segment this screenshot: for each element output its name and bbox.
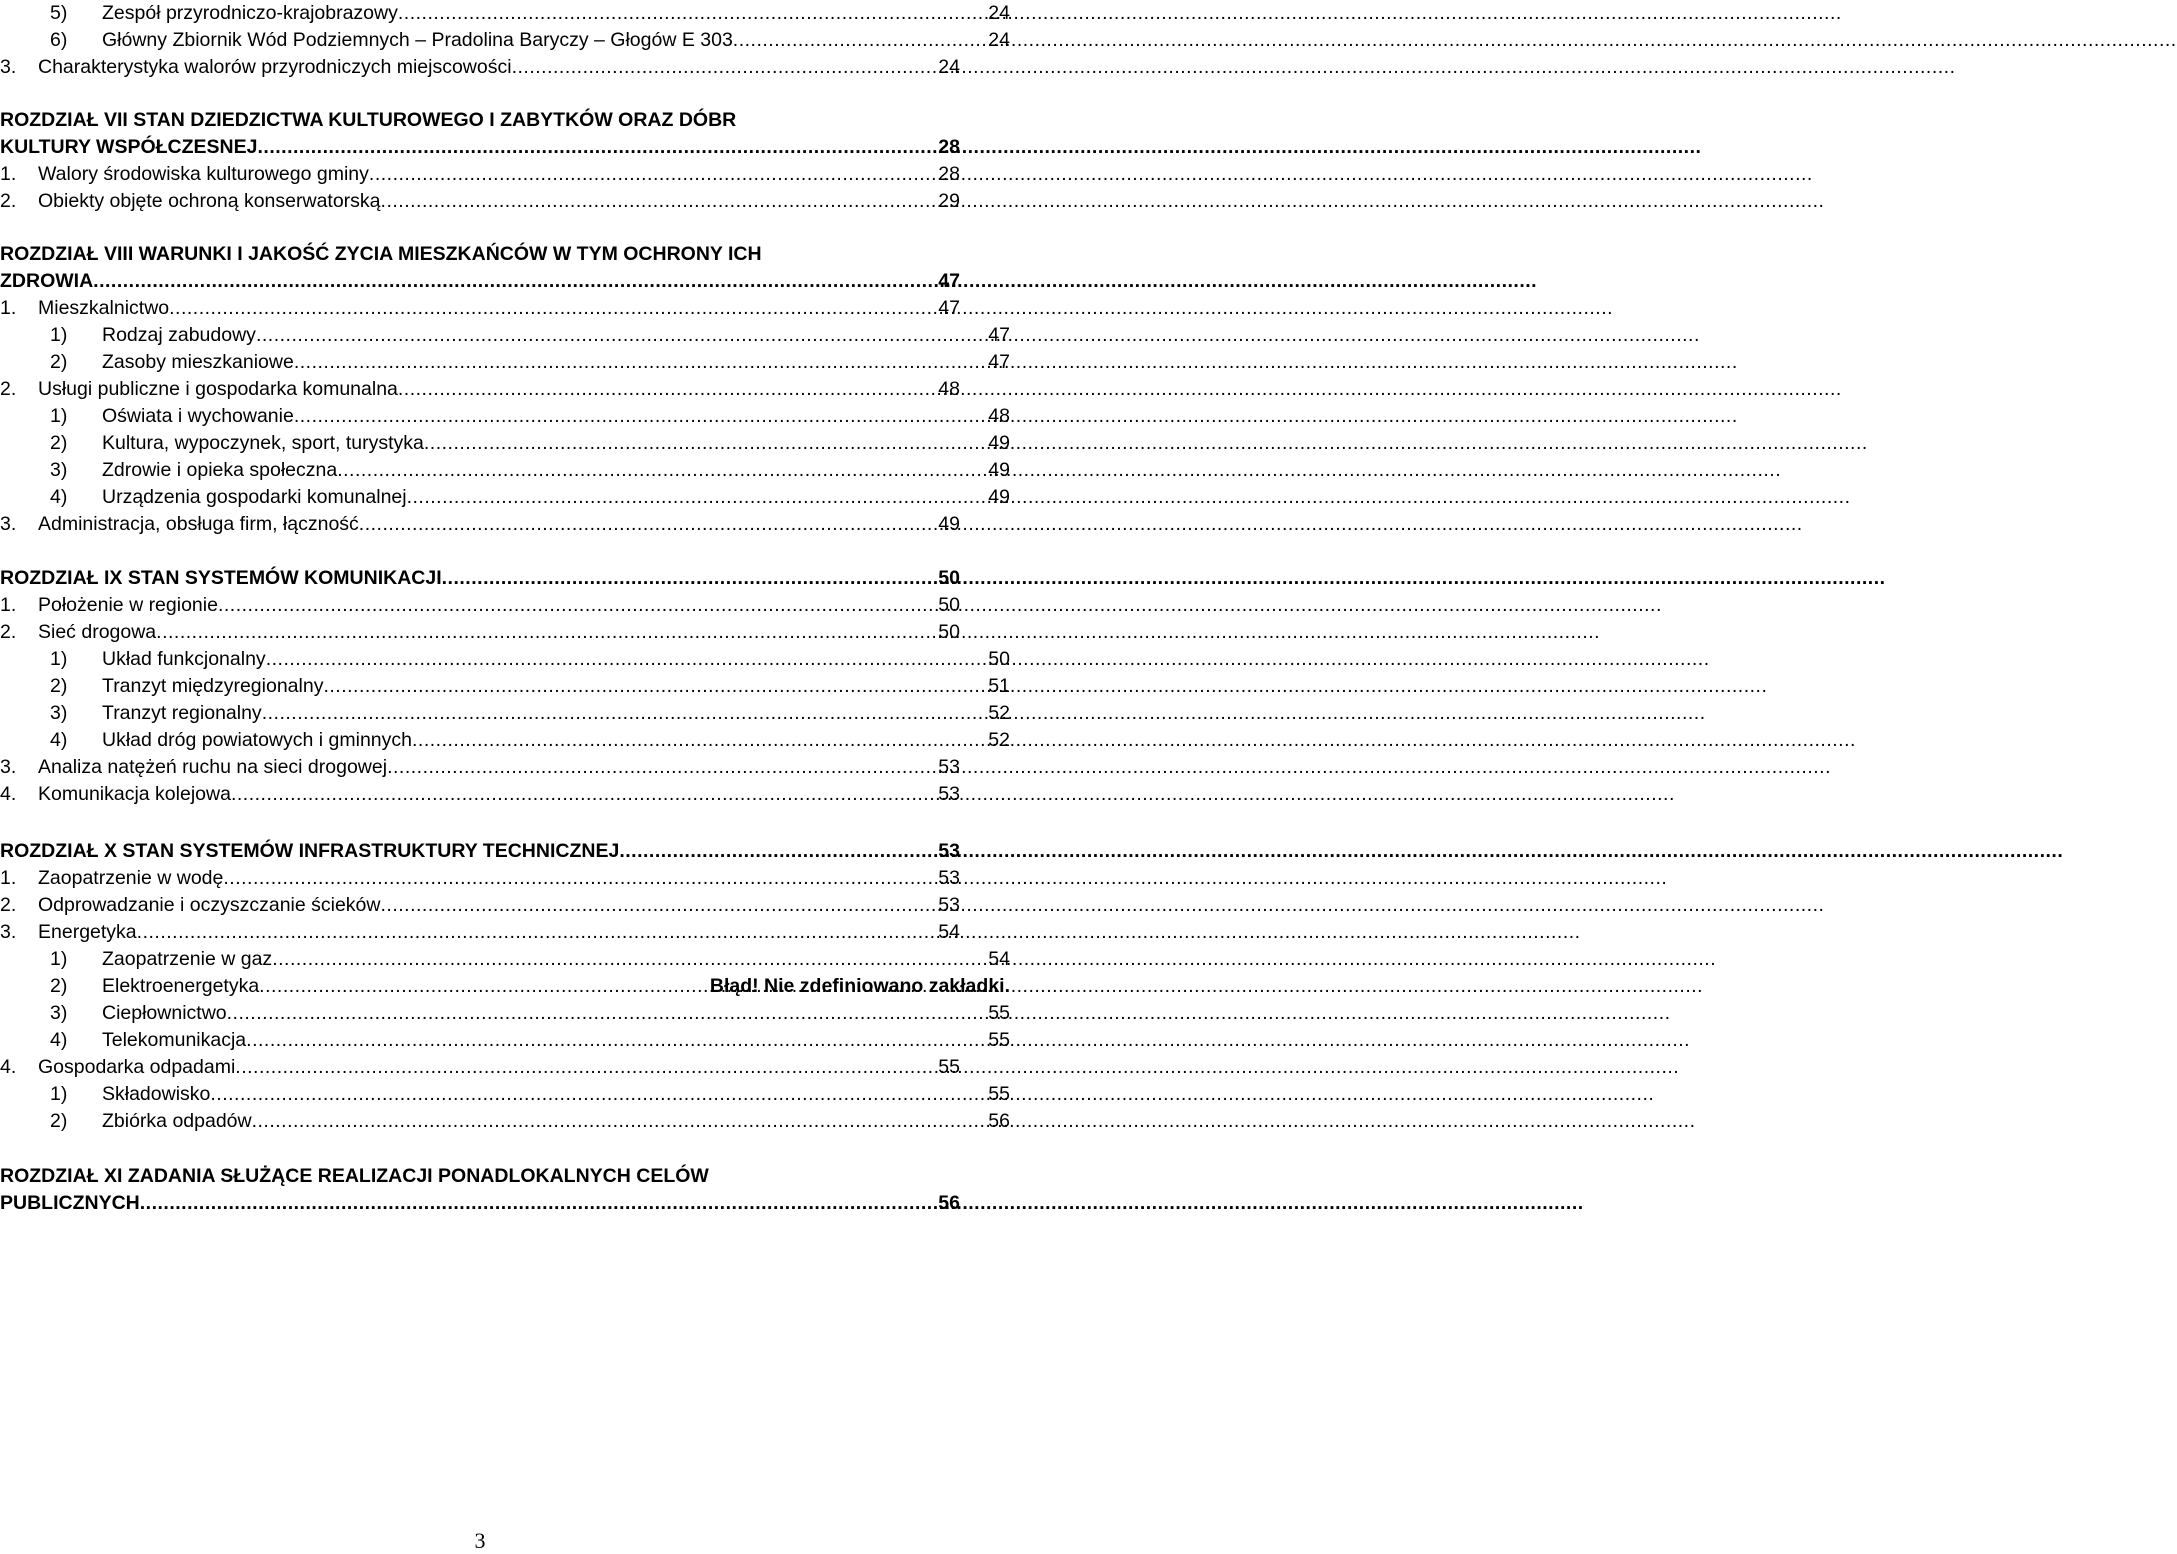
dot-leader [407,484,989,511]
toc-page-number: 53 [938,867,960,889]
toc-entry-label: Składowisko [102,1083,211,1105]
toc-entry[interactable] [0,457,1010,484]
toc-page-number: 56 [938,1192,960,1214]
toc-entry-label: Walory środowiska kulturowego gminy [38,163,369,185]
toc-entry-number: 2. [0,621,17,643]
toc-entry-number: 2) [50,675,68,697]
dot-leader [359,511,939,538]
toc-entry-number: 2) [50,432,68,454]
toc-entry[interactable] [0,295,960,322]
toc-page-number: 55 [938,1056,960,1078]
dot-leader [733,27,989,54]
toc-entry[interactable] [0,27,1010,54]
toc-entry-number: 2. [0,894,17,916]
toc-entry-label: Ciepłownictwo [102,1002,227,1024]
toc-entry-label: Tranzyt międzyregionalny [102,675,324,697]
toc-page-number: 53 [938,894,960,916]
toc-entry[interactable] [0,754,960,781]
toc-entry-label: Zaopatrzenie w wodę [38,867,224,889]
toc-entry-label: Analiza natężeń ruchu na sieci drogowej [38,756,388,778]
toc-page-number: 24 [988,2,1010,24]
toc-entry-number: 4) [50,1029,68,1051]
toc-entry-label: Gospodarka odpadami [38,1056,236,1078]
dot-leader [223,865,938,892]
toc-entry[interactable] [0,403,1010,430]
toc-entry-number: 6) [50,29,68,51]
toc-entry[interactable] [0,865,960,892]
toc-entry[interactable] [0,673,1010,700]
toc-entry-number: 1. [0,594,17,616]
toc-entry[interactable] [0,700,1010,727]
toc-entry-label: PUBLICZNYCH [0,1192,140,1214]
toc-page-number: 56 [988,1110,1010,1132]
document-page [0,0,1010,1554]
toc-entry[interactable] [0,430,1010,457]
toc-entry-label: ZDROWIA [0,270,94,292]
toc-entry-number: 1) [50,405,68,427]
toc-page-number: 55 [988,1002,1010,1024]
toc-entry-label: Rodzaj zabudowy [102,324,256,346]
toc-page-number: 55 [988,1083,1010,1105]
dot-leader [246,1027,988,1054]
dot-leader [512,54,939,81]
toc-entry-label: Sieć drogowa [38,621,157,643]
toc-entry[interactable] [0,919,960,946]
dot-leader [258,134,939,161]
dot-leader [256,322,988,349]
toc-entry-label: Urządzenia gospodarki komunalnej [102,486,407,508]
toc-page-number: 50 [938,621,960,643]
dot-leader [398,0,988,27]
toc-entry-label: Administracja, obsługa firm, łączność [38,513,359,535]
toc-entry-number: 4. [0,783,17,805]
toc-entry-number: 3. [0,756,17,778]
toc-chapter[interactable] [0,838,960,865]
toc-entry-label: Obiekty objęte ochroną konserwatorską [38,190,381,212]
toc-entry-label: Układ dróg powiatowych i gminnych [102,729,412,751]
toc-entry[interactable] [0,727,1010,754]
dot-leader [294,349,988,376]
toc-entry-number: 2) [50,1110,68,1132]
dot-leader [266,646,989,673]
toc-entry-label: Zdrowie i opieka społeczna [102,459,338,481]
toc-entry[interactable] [0,1000,1010,1027]
toc-entry-number: 1) [50,1083,68,1105]
toc-entry-label: ROZDZIAŁ VIII WARUNKI I JAKOŚĆ ZYCIA MIESZKAŃCÓW W TYM OCHRONY ICH [0,243,762,265]
toc-entry-number: 3. [0,513,17,535]
toc-page-number: 24 [938,56,960,78]
dot-leader [169,295,938,322]
toc-entry[interactable] [0,349,1010,376]
toc-entry-number: 3) [50,459,68,481]
toc-entry[interactable] [0,511,960,538]
toc-page-number: 50 [988,648,1010,670]
toc-entry[interactable] [0,322,1010,349]
toc-entry-number: 3) [50,702,68,724]
toc-entry-label: Położenie w regionie [38,594,218,616]
toc-entry-label: Zaopatrzenie w gaz [102,948,273,970]
toc-entry-number: 3) [50,1002,68,1024]
toc-entry[interactable] [0,1108,1010,1135]
toc-page-number: 29 [938,190,960,212]
dot-leader [140,1190,939,1217]
toc-page-number: 24 [988,29,1010,51]
dot-leader [381,892,939,919]
toc-entry[interactable] [0,781,960,808]
toc-page-number: 52 [988,702,1010,724]
toc-entry-label: KULTURY WSPÓŁCZESNEJ [0,136,258,158]
toc-chapter[interactable] [0,134,960,161]
toc-page-number: 48 [938,378,960,400]
dot-leader [235,1054,938,1081]
toc-entry-number: 1. [0,163,17,185]
toc-page-number: 51 [988,675,1010,697]
toc-entry-label: Zespół przyrodniczo-krajobrazowy [102,2,398,24]
dot-leader [218,592,938,619]
dot-leader [412,727,988,754]
toc-entry[interactable] [0,646,1010,673]
toc-chapter[interactable] [0,565,960,592]
dot-leader [156,619,938,646]
toc-entry[interactable] [0,54,960,81]
toc-entry[interactable] [0,1081,1010,1108]
dot-leader [252,1108,989,1135]
toc-entry-label: Elektroenergetyka [102,975,260,997]
dot-leader [210,1081,988,1108]
toc-page-number: 47 [938,297,960,319]
dot-leader [381,188,939,215]
dot-leader [262,700,989,727]
toc-entry-label: Energetyka [38,921,137,943]
toc-page-number: 52 [988,729,1010,751]
toc-entry[interactable] [0,973,1010,1000]
toc-entry-label: Telekomunikacja [102,1029,247,1051]
toc-entry-number: 1) [50,948,68,970]
toc-page-number: 47 [938,270,960,292]
toc-page-number: 49 [988,432,1010,454]
dot-leader [294,403,988,430]
dot-leader [424,430,988,457]
toc-page-number: 48 [988,405,1010,427]
toc-page-number: 53 [938,840,960,862]
toc-page-number: 50 [938,594,960,616]
dot-leader [369,161,938,188]
dot-leader [323,673,988,700]
toc-entry-label: ROZDZIAŁ XI ZADANIA SŁUŻĄCE REALIZACJI PONADLOKALNYCH CELÓW [0,1165,709,1187]
dot-leader [619,838,938,865]
toc-entry-label: Kultura, wypoczynek, sport, turystyka [102,432,424,454]
toc-entry-label: ROZDZIAŁ X STAN SYSTEMÓW INFRASTRUKTURY TECHNICZNEJ [0,840,620,862]
page-number: 3 [474,1528,486,1553]
dot-leader [398,376,938,403]
toc-entry-label: Mieszkalnictwo [38,297,170,319]
toc-page-number: 55 [988,1029,1010,1051]
toc-entry-number: 1. [0,297,17,319]
toc-chapter[interactable] [0,268,960,295]
bookmark-error-text: Błąd! Nie zdefiniowano zakładki. [709,975,1010,997]
toc-entry-number: 2) [50,351,68,373]
toc-entry-label: Odprowadzanie i oczyszczanie ścieków [38,894,381,916]
toc-entry-label: Oświata i wychowanie [102,405,294,427]
toc-entry-number: 3. [0,921,17,943]
toc-entry-label: Tranzyt regionalny [102,702,262,724]
toc-page-number: 53 [938,783,960,805]
toc-entry-number: 5) [50,2,68,24]
toc-entry[interactable] [0,376,960,403]
toc-entry-number: 2) [50,975,68,997]
toc-entry-label: Komunikacja kolejowa [38,783,231,805]
toc-entry[interactable] [0,1054,960,1081]
toc-page-number: 49 [938,513,960,535]
toc-page-number: 54 [988,948,1010,970]
toc-entry[interactable] [0,946,1010,973]
toc-chapter[interactable] [0,107,960,134]
toc-page-number: 49 [988,459,1010,481]
toc-entry-number: 2. [0,378,17,400]
toc-chapter[interactable] [0,241,960,268]
dot-leader [231,781,938,808]
dot-leader [337,457,988,484]
toc-entry[interactable] [0,592,960,619]
toc-page-number: 47 [988,351,1010,373]
toc-entry-number: 4. [0,1056,17,1078]
toc-entry-number: 1) [50,324,68,346]
dot-leader [93,268,938,295]
toc-chapter[interactable] [0,1190,960,1217]
toc-page-number: 54 [938,921,960,943]
toc-page-number: 53 [938,756,960,778]
dot-leader [387,754,938,781]
toc-entry-label: Usługi publiczne i gospodarka komunalna [38,378,398,400]
toc-entry-number: 4) [50,486,68,508]
toc-entry-label: Główny Zbiornik Wód Podziemnych – Pradolina Baryczy – Głogów E 303 [102,29,733,51]
toc-page-number: 49 [988,486,1010,508]
dot-leader [137,919,939,946]
toc-entry[interactable] [0,0,1010,27]
toc-entry-label: ROZDZIAŁ IX STAN SYSTEMÓW KOMUNIKACJI [0,567,442,589]
toc-entry-label: Układ funkcjonalny [102,648,266,670]
toc-entry-number: 3. [0,56,17,78]
toc-entry-number: 2. [0,190,17,212]
toc-entry[interactable] [0,161,960,188]
toc-entry-label: ROZDZIAŁ VII STAN DZIEDZICTWA KULTUROWEGO I ZABYTKÓW ORAZ DÓBR [0,109,737,131]
dot-leader [227,1000,989,1027]
toc-chapter[interactable] [0,1163,960,1190]
toc-page-number: 50 [938,567,960,589]
toc-entry-number: 1. [0,867,17,889]
toc-entry-number: 4) [50,729,68,751]
dot-leader [442,565,939,592]
toc-entry[interactable] [0,484,1010,511]
dot-leader [272,946,988,973]
dot-leader [259,973,710,1000]
toc-entry-label: Charakterystyka walorów przyrodniczych miejscowości [38,56,512,78]
toc-page-number: 28 [938,163,960,185]
toc-entry[interactable] [0,892,960,919]
toc-entry[interactable] [0,619,960,646]
toc-entry-label: Zbiórka odpadów [102,1110,252,1132]
toc-entry-number: 1) [50,648,68,670]
toc-entry[interactable] [0,188,960,215]
toc-page-number: 28 [938,136,960,158]
toc-entry-label: Zasoby mieszkaniowe [102,351,294,373]
toc-entry[interactable] [0,1027,1010,1054]
toc-page-number: 47 [988,324,1010,346]
